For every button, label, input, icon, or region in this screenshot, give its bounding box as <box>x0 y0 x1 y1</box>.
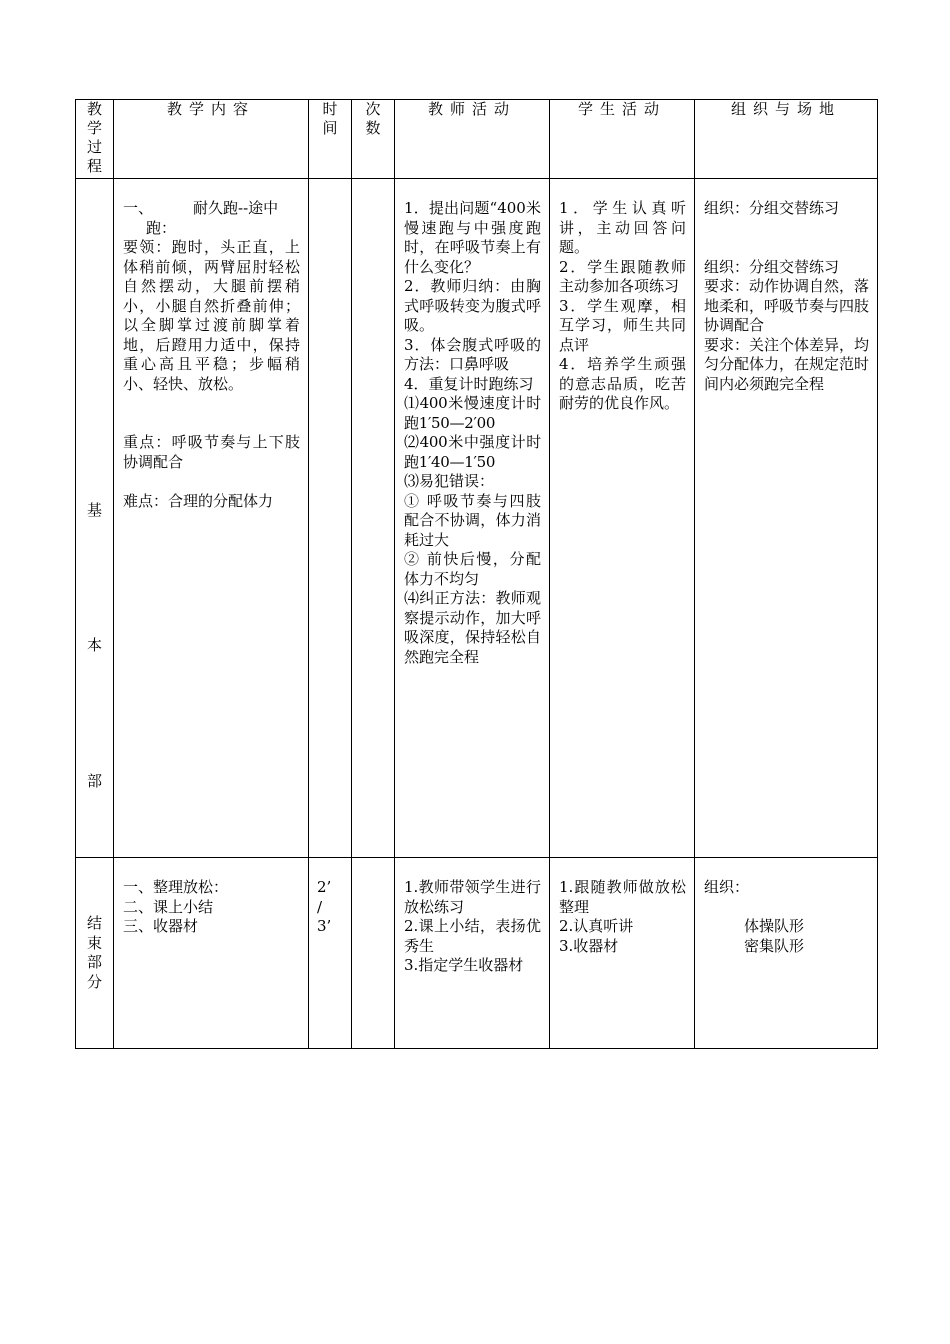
header-time-char: 间 <box>322 119 338 137</box>
student-step: 2．学生跟随教师主动参加各项练习 <box>559 257 686 295</box>
lesson-plan-table <box>75 99 878 1049</box>
header-teacher <box>395 100 550 179</box>
organize-first: 组织：分组交替练习 <box>704 199 840 217</box>
teacher-step: 1．提出问题“400米慢速跑与中强度跑时，在呼吸节奏上有什么变化？ <box>404 199 541 276</box>
student-step: 4．培养学生顽强的意志品质，吃苦耐劳的优良作风。 <box>559 355 686 412</box>
ending-part-row <box>76 858 878 1049</box>
header-process-char: 过 <box>86 138 102 156</box>
header-process-char: 学 <box>86 119 102 137</box>
header-process-char: 程 <box>86 157 102 175</box>
organize-requirement: 要求：动作协调自然，落地柔和，呼吸节奏与四肢协调配合 <box>704 277 870 334</box>
header-content <box>114 100 309 179</box>
basic-part-row <box>76 179 878 858</box>
ending-student-step: 2.认真听讲 <box>559 917 634 935</box>
header-time <box>309 100 352 179</box>
ending-teacher-step: 3.指定学生收器材 <box>404 956 524 974</box>
organize-second: 组织：分组交替练习 <box>704 257 840 276</box>
ending-part-label-cell <box>76 858 114 1049</box>
content-title-main: 耐久跑--途中 <box>193 199 279 217</box>
header-row <box>76 100 878 179</box>
ending-student-step: 3.收器材 <box>559 936 619 955</box>
basic-time-cell <box>309 179 352 858</box>
student-step: 3．学生观摩，相互学习，师生共同点评 <box>559 296 686 354</box>
ending-time-cell <box>309 858 352 1049</box>
ending-organize-item: 密集队形 <box>744 936 805 955</box>
header-count <box>352 100 395 179</box>
header-organize <box>695 100 878 179</box>
ending-label-char: 部 <box>86 953 102 971</box>
ending-content-item: 二、课上小结 <box>123 897 214 916</box>
header-content-label: 教学内容 <box>166 100 255 118</box>
basic-content-cell <box>114 179 309 858</box>
teacher-step: ② 前快后慢，分配体力不均匀 <box>404 550 541 588</box>
header-organize-label: 组织与场地 <box>730 100 841 118</box>
ending-content-cell <box>114 858 309 1049</box>
ending-teacher-step: 2.课上小结，表扬优秀生 <box>404 917 541 955</box>
student-step: 1．学生认真听讲，主动回答问题。 <box>559 199 686 256</box>
header-count-char: 数 <box>365 119 381 137</box>
ending-student-step: 1.跟随教师做放松整理 <box>559 878 686 916</box>
header-process-char: 教 <box>86 100 102 118</box>
ending-organize-item: 体操队形 <box>744 917 805 935</box>
basic-student-cell <box>550 179 695 858</box>
content-key-point: 重点：呼吸节奏与上下肢协调配合 <box>123 433 300 471</box>
header-student-label: 学生活动 <box>577 100 666 118</box>
ending-label-char: 结 <box>86 914 102 932</box>
header-student <box>550 100 695 179</box>
ending-teacher-cell <box>395 858 550 1049</box>
teacher-step: ⑵400米中强度计时跑1′40—1′50 <box>404 433 541 471</box>
teacher-step: ① 呼吸节奏与四肢配合不协调，体力消耗过大 <box>404 491 541 549</box>
ending-student-cell <box>550 858 695 1049</box>
ending-time-value: 2’ <box>317 878 332 896</box>
header-count-char: 次 <box>365 100 381 118</box>
ending-time-separator: / <box>317 897 323 916</box>
basic-label-char: 部 <box>86 772 102 790</box>
ending-organize-label: 组织： <box>704 878 750 896</box>
content-title-prefix: 一、 <box>123 199 154 217</box>
ending-count-cell <box>352 858 395 1049</box>
basic-teacher-cell <box>395 179 550 858</box>
header-process <box>76 100 114 179</box>
teacher-step: ⑶易犯错误： <box>404 472 495 490</box>
header-time-char: 时 <box>322 100 338 118</box>
ending-content-item: 一、整理放松： <box>123 878 229 896</box>
teacher-step: ⑴400米慢速度计时跑1′50—2′00 <box>404 394 541 432</box>
ending-label-char: 分 <box>86 972 102 991</box>
content-essentials: 要领：跑时，头正直，上体稍前倾，两臂屈肘轻松自然摆动，大腿前摆稍小，小腿自然折叠前伸；以全脚掌过渡前脚掌着地，后蹬用力适中，保持重心高且平稳；步幅稍小、轻快、放松。 <box>123 238 300 393</box>
content-difficulty: 难点：合理的分配体力 <box>123 491 274 510</box>
ending-content-item: 三、收器材 <box>123 917 199 935</box>
basic-part-label-cell <box>76 179 114 858</box>
teacher-step: 3．体会腹式呼吸的方法：口鼻呼吸 <box>404 335 541 373</box>
teacher-step: 2．教师归纳：由胸式呼吸转变为腹式呼吸。 <box>404 277 541 334</box>
teacher-step: 4．重复计时跑练习 <box>404 374 534 393</box>
ending-time-value: 3’ <box>317 917 332 935</box>
basic-count-cell <box>352 179 395 858</box>
basic-organize-cell <box>695 179 878 858</box>
teacher-step: ⑷纠正方法：教师观察提示动作，加大呼吸深度，保持轻松自然跑完全程 <box>404 589 541 666</box>
ending-teacher-step: 1.教师带领学生进行放松练习 <box>404 878 541 916</box>
organize-requirement: 要求：关注个体差异，均匀分配体力，在规定范时间内必须跑完全程 <box>704 335 870 393</box>
ending-organize-cell <box>695 858 878 1049</box>
basic-label-char: 本 <box>86 636 102 654</box>
header-teacher-label: 教师活动 <box>427 100 516 118</box>
content-title-cont: 跑： <box>146 218 177 237</box>
ending-label-char: 束 <box>86 933 102 952</box>
basic-label-char: 基 <box>86 501 102 519</box>
